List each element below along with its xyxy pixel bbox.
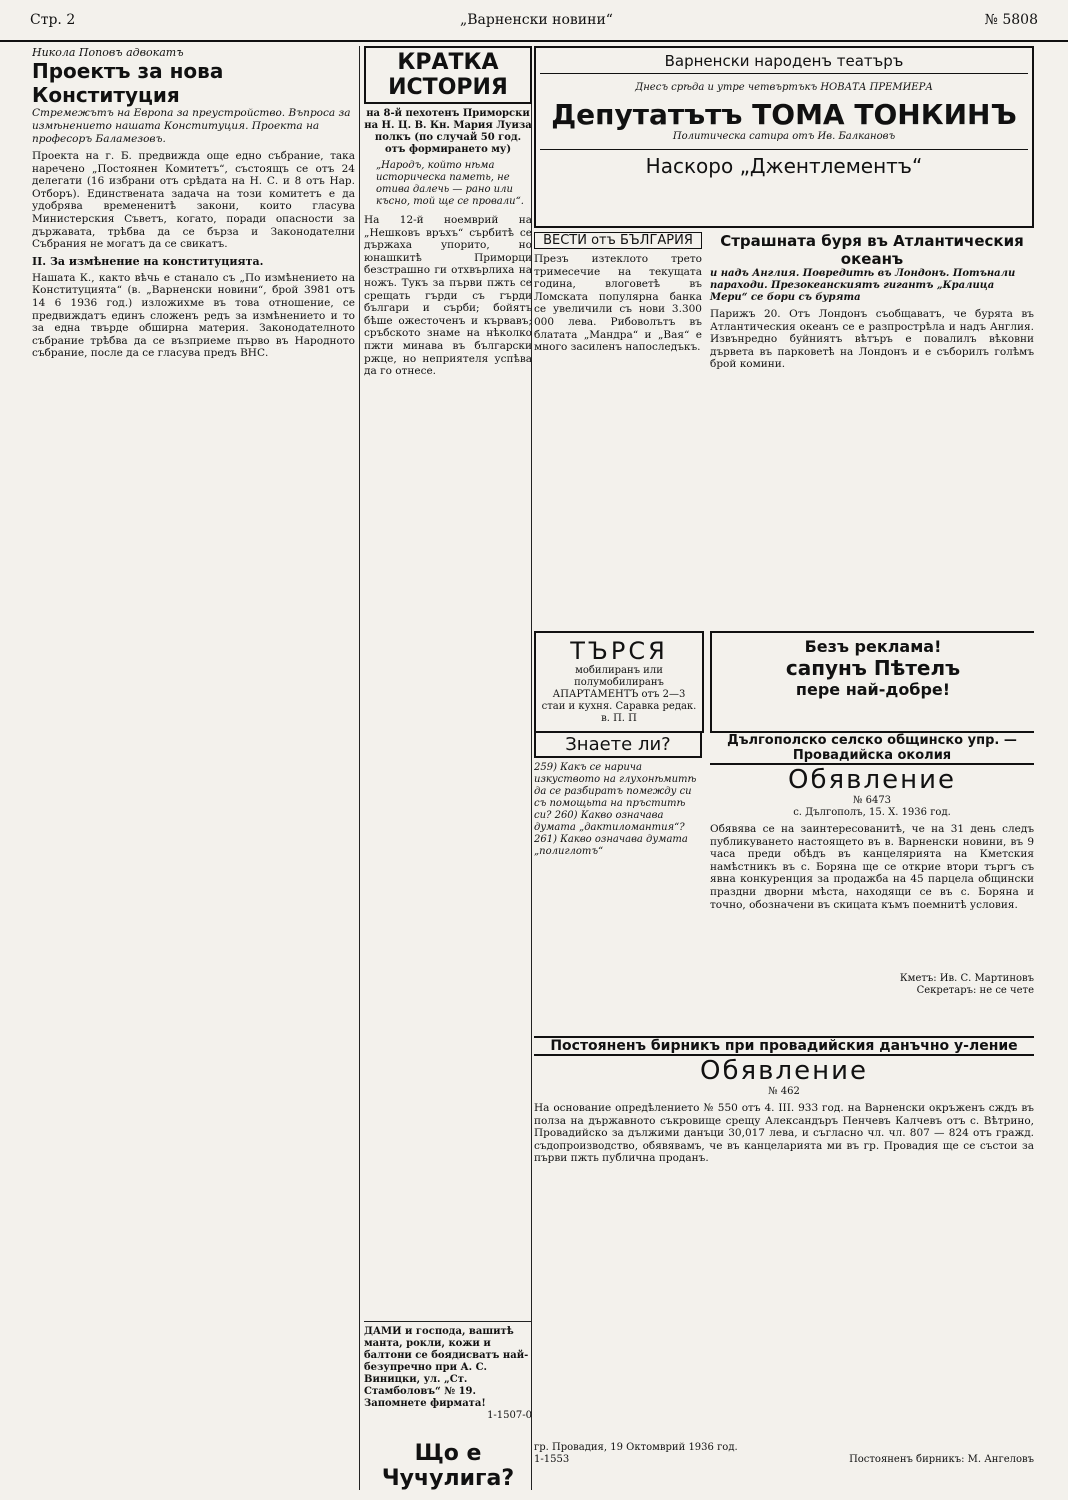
regiment-history [364, 46, 532, 1490]
notice2-number: № 462 [768, 1086, 800, 1097]
article-body: Проекта на г. Б. предвижда още едно събрание, така наречено „Постоянен Комитетъ“, състоящъ се отъ 24 делегати (16 избрани отъ срѣдата на Н. С. и 8 отъ Нар. Отборъ). Единствената задача на този комитетъ е да удобрява времененитѣ закони, които гласува Министерския Съветъ, когато, поради опасности за държавата, трѣбва да се бърза и Законодателни Събрания не могатъ да се свикатъ. [32, 150, 355, 251]
notice2-title: Обявление [700, 1056, 868, 1086]
wanted-text: мобилиранъ или полумобилиранъ АПАРТАМЕНТЪ отъ 2—3 стаи и кухня. Саравка редак. в. П. П [541, 665, 697, 724]
history-title: КРАТКА ИСТОРИЯ [364, 46, 532, 104]
notice2-date: гр. Провадия, 19 Октомврий 1936 год. [534, 1442, 738, 1453]
storm-body: Парижъ 20. Отъ Лондонъ съобщаватъ, че бурята въ Атлантическия океанъ се е разпрострѣла и надъ Англия. Извънредно буйниятъ вѣтъръ е повалилъ вѣковни дървета въ парковетѣ на Лондонъ и е съборилъ голѣмъ брой комини. [710, 308, 1034, 371]
notice-issuer: Дългополско селско общинско упр. — Провадийска околия [710, 731, 1034, 765]
dye-ad-code: 1-1507-0 [487, 1410, 532, 1421]
notice-6473 [710, 731, 1034, 997]
storm-subtitle: и надъ Англия. Повредитѣ въ Лондонъ. Потънали параходи. Презокеанскиятъ гигантъ „Кралица Мери“ се бори съ бурята [710, 268, 1016, 303]
quiz-text: 259) Какъ се нарича изкуството на глухонѣмитѣ да се разбиратъ помежду си съ помощьта на пръститѣ си? 260) Какво означава думата „дактиломантия“? 261) Какво означава думата „полиглотъ“ [534, 762, 697, 857]
notice-date: с. Дългополъ, 15. X. 1936 год. [793, 807, 951, 818]
notice-secretary: Секретаръ: не се чете [916, 985, 1034, 996]
constitution-article [32, 46, 355, 1490]
page-header [0, 0, 1068, 42]
notice-title: Обявление [788, 765, 956, 795]
article-body: Нашата К., както вѣчь е станало съ „По измѣнението на Конституцията“ (в. „Варненски новини“, брой 3981 отъ 14 6 1936 год.) изложихме въ това отношение, се предвиждатъ единъ сложенъ редъ за измѣнението и то за една твърде обширна материя. Законодателното събрание трѣбва да се възприеме първо въ Народното събрание, после да се гласува предъ ВНС. [32, 271, 355, 360]
article-section-heading: II. За измѣнение на конституцията. [32, 254, 264, 268]
notice-462 [534, 1036, 1034, 1466]
chuchuliga-heading: Що е Чучулига? [381, 1441, 515, 1490]
theatre-genre: Политическа сатира отъ Ив. Балкановъ [672, 131, 896, 142]
article-title: Проектъ за нова Конституция [32, 59, 224, 107]
notice2-code: 1-1553 [534, 1454, 570, 1465]
news-title: ВЕСТИ отъ БЪЛГАРИЯ [534, 232, 702, 249]
bulgaria-news [534, 232, 702, 613]
theatre-ad [534, 46, 1034, 228]
soap-line3: пере най-добре! [795, 680, 951, 699]
notice-body: Обявява се на заинтересованитѣ, че на 31 день следъ публикуването настоящето въ в. Варненски новини, въ 9 часа преди обѣдъ въ канцелярията на Кметския намѣстникъ въ с. Боряна ще се открие втори търгъ съ явна конкуренция за продажба на 45 парцела общински праздни дворни мѣста, находящи се въ с. Боряна и точно, обозначени въ скицата къмъ поемнитѣ условия. [710, 823, 1034, 911]
storm-article [710, 232, 1034, 618]
notice2-body: На основание опредѣлението № 550 отъ 4. III. 933 год. на Варненски окръженъ сждъ въ полза на държавното съкровище срещу Александъръ Пенчевъ Калчевъ отъ с. Вѣтрино, Провадийско за дължими данъци 30,017 лева, и съгласно чл. чл. 807 — 824 отъ гражд. съдопроизводство, обявявамъ, че въ канцеларията ми въ гр. Провадия ще се състои за първи пжть публична проданъ. [534, 1102, 1034, 1165]
storm-title: Страшната буря въ Атлантическия океанъ [720, 232, 1024, 268]
history-quote: „Народъ, който нѣма историческа паметь, не отива далечь — рано или късно, той ще се провали“. [376, 160, 524, 207]
theatre-soon: Наскоро „Джентлементъ“ [540, 149, 1028, 178]
issue-number: № 5808 [984, 12, 1038, 28]
dye-ad-text: ДАМИ и господа, вашитѣ манта, рокли, кожи и балтони се боядисватъ най-безупречно при А. С. Виницки, ул. „Ст. Стамболовъ“ № 19. Запомнете фирмата! [364, 1326, 529, 1409]
soap-line1: Безъ реклама! [804, 637, 942, 656]
theatre-play: Депутатътъ ТОМА ТОНКИНЪ [551, 98, 1017, 131]
news-body: Презъ изтеклото трето тримесечие на текущата година, влоговетѣ въ Ломската популярна банка се увеличили съ нови 3.300 000 лева. Рибоволътъ въ блатата „Мандра“ и „Вая“ е много засиленъ напоследъкъ. [534, 253, 702, 354]
notice2-footer [534, 1454, 1034, 1466]
history-body: На 12-й ноемврий на „Нешковъ връхъ“ сърбитѣ се държаха упорито, но юнашкитѣ Приморци безстрашно ги отхвърлиха на ножъ. Тукъ за първи пжть се срещать гърди съ гърди българи и сърби; бойятъ бѣше ожесточенъ и кървавъ; сръбското знаме на нѣколко пжти минава въ български ржце, но неприятеля успѣва да го отнесе. [364, 214, 532, 378]
article-lead: Стремежътъ на Европа за преустройство. Въпроса за измѣнението нашата Конституция. Проекта на професоръ Баламезовъ. [32, 107, 351, 145]
soap-ad [710, 631, 1034, 733]
notice2-issuer: Постояненъ бирникъ при провадийския данъчно у-ление [534, 1036, 1034, 1056]
column-divider [359, 46, 360, 1490]
quiz-title: Знаете ли? [534, 731, 702, 758]
article-author: Никола Поповъ адвокатъ [32, 46, 184, 59]
wanted-title: ТЪРСЯ [570, 637, 668, 665]
wanted-apartment-ad [534, 631, 704, 733]
dye-ad [364, 1321, 532, 1422]
paper-title: „Варненски новини“ [460, 12, 613, 28]
soap-line2: сапунъ Пѣтелъ [785, 656, 961, 680]
notice-mayor: Кметъ: Ив. С. Мартиновъ [899, 973, 1034, 984]
right-section [534, 46, 1034, 1490]
theatre-name: Варненски народенъ театъръ [540, 52, 1028, 74]
notice2-signature: Постояненъ бирникъ: М. Ангеловъ [849, 1454, 1034, 1465]
theatre-schedule: Днесъ срѣда и утре четвъртъкъ НОВАТА ПРЕМИЕРА [635, 82, 933, 93]
quiz-box [534, 731, 702, 858]
page-number: Стр. 2 [30, 12, 76, 28]
notice-number: № 6473 [852, 795, 892, 806]
history-subtitle: на 8-й пехотенъ Приморски на Н. Ц. В. Кн. Мария Луиза полкъ (по случай 50 год. отъ формирането му) [364, 108, 532, 155]
